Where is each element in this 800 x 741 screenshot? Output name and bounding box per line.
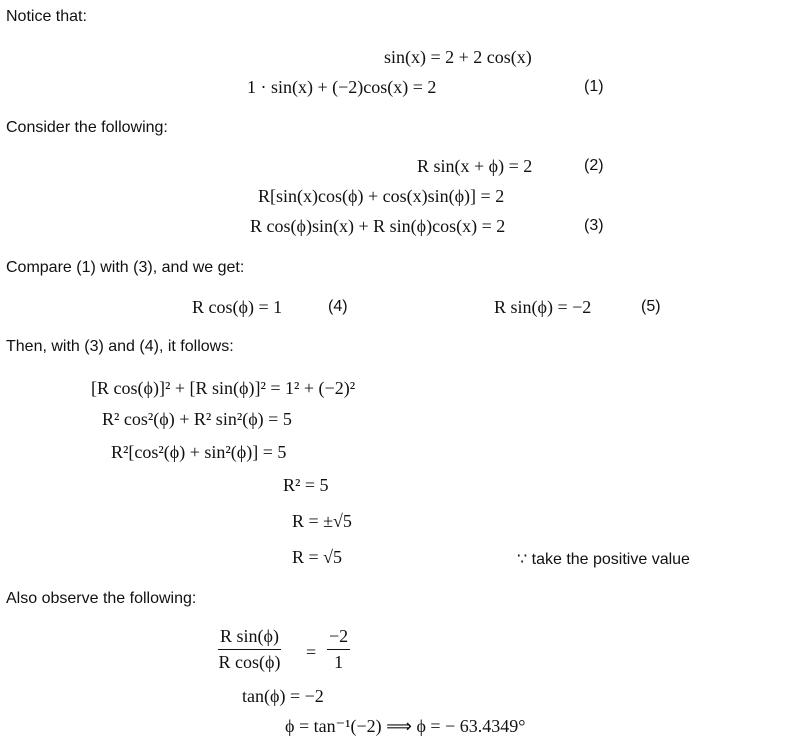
equation-tag-4: (4) [328, 298, 348, 315]
heading-notice: Notice that: [6, 8, 87, 25]
heading-then: Then, with (3) and (4), it follows: [6, 338, 234, 355]
fraction-right-numerator: −2 [329, 626, 349, 646]
fraction-right [327, 626, 350, 673]
equation-tag-5: (5) [641, 298, 661, 315]
heading-also: Also observe the following: [6, 590, 197, 607]
equation-factored: R²[cos²(ϕ) + sin²(ϕ)] = 5 [111, 442, 287, 462]
equation-phi-result: ϕ = tan⁻¹(−2) ⟹ ϕ = − 63.4349° [285, 716, 526, 736]
heading-consider: Consider the following: [6, 119, 168, 136]
fraction-left [218, 626, 281, 673]
equation-1: 1 · sin(x) + (−2)cos(x) = 2 [247, 77, 437, 97]
equation-sin-eq: sin(x) = 2 + 2 cos(x) [384, 47, 532, 67]
fraction-left-denominator: R cos(ϕ) [218, 652, 281, 672]
equation-3: R cos(ϕ)sin(x) + R sin(ϕ)cos(x) = 2 [250, 216, 506, 236]
equation-expanded-squares: R² cos²(ϕ) + R² sin²(ϕ) = 5 [102, 409, 292, 429]
equation-squares-sum: [R cos(ϕ)]² + [R sin(ϕ)]² = 1² + (−2)² [91, 378, 356, 398]
equation-r-squared: R² = 5 [283, 475, 329, 495]
equation-tag-3: (3) [584, 217, 604, 234]
equation-5: R sin(ϕ) = −2 [494, 297, 592, 317]
equation-r-positive: R = √5 [292, 547, 343, 567]
equation-tan: tan(ϕ) = −2 [242, 686, 324, 706]
fraction-right-denominator: 1 [334, 652, 344, 672]
equation-expansion: R[sin(x)cos(ϕ) + cos(x)sin(ϕ)] = 2 [258, 186, 505, 206]
equation-tag-2: (2) [584, 157, 604, 174]
fraction-left-numerator: R sin(ϕ) [220, 626, 279, 646]
heading-compare: Compare (1) with (3), and we get: [6, 259, 245, 276]
equation-2: R sin(x + ϕ) = 2 [417, 156, 533, 176]
fraction-equals: = [306, 642, 317, 662]
note-positive-value: ∵ take the positive value [517, 551, 690, 568]
equation-r-plus-minus: R = ±√5 [292, 511, 352, 531]
equation-4: R cos(ϕ) = 1 [192, 297, 283, 317]
equation-tag-1: (1) [584, 78, 604, 95]
